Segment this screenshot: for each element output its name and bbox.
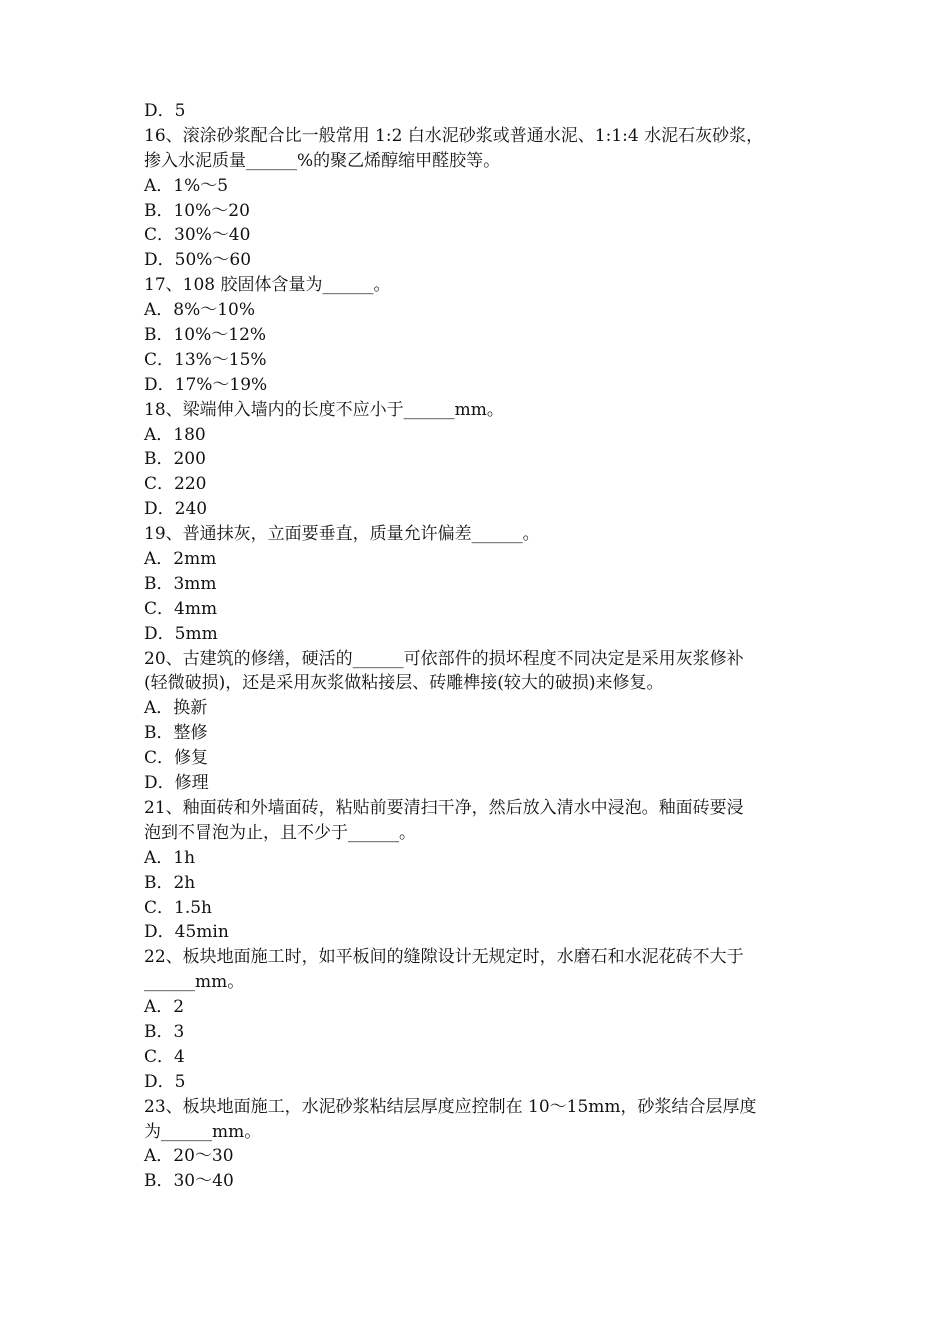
option-line: B．10%～12% [144, 325, 267, 346]
option-line: C．1.5h [144, 897, 212, 918]
question-line: 21、釉面砖和外墙面砖，粘贴前要清扫干净，然后放入清水中浸泡。釉面砖要浸 [144, 797, 744, 818]
option-line: B．3 [144, 1021, 185, 1042]
option-line: D．修理 [144, 773, 209, 794]
option-line: B．30～40 [144, 1171, 234, 1192]
option-line: A．换新 [144, 698, 208, 719]
question-line: ______mm。 [144, 972, 245, 993]
question-line: 16、滚涂砂浆配合比一般常用 1:2 白水泥砂浆或普通水泥、1:1:4 水泥石灰砂浆， [144, 125, 764, 146]
question-line: 为______mm。 [144, 1121, 262, 1142]
option-line: B．200 [144, 449, 206, 470]
option-line: A．180 [144, 424, 206, 445]
option-line: D．45min [144, 922, 229, 943]
option-line: C．220 [144, 474, 207, 495]
option-line: B．2h [144, 872, 196, 893]
option-line: D．17%～19% [144, 374, 268, 395]
option-line: A．8%～10% [144, 300, 256, 321]
question-line: 19、普通抹灰，立面要垂直，质量允许偏差______。 [144, 524, 540, 545]
option-line: D．5 [144, 101, 186, 121]
option-line: D．240 [144, 499, 208, 520]
option-line: C．修复 [144, 748, 209, 769]
option-line: A．20～30 [144, 1146, 234, 1167]
question-line: 23、板块地面施工，水泥砂浆粘结层厚度应控制在 10～15mm，砂浆结合层厚度 [144, 1096, 757, 1117]
question-line: (轻微破损)，还是采用灰浆做粘接层、砖雕榫接(较大的破损)来修复。 [144, 673, 664, 694]
question-line: 20、古建筑的修缮，硬活的______可依部件的损坏程度不同决定是采用灰浆修补 [144, 648, 744, 669]
option-line: B．10%～20 [144, 200, 250, 221]
option-line: A．1%～5 [144, 175, 229, 196]
option-line: A．2mm [144, 549, 217, 570]
option-line: D．5mm [144, 623, 218, 644]
question-line: 18、梁端伸入墙内的长度不应小于______mm。 [144, 399, 504, 420]
option-line: D．50%～60 [144, 250, 252, 271]
option-line: A．1h [144, 847, 196, 868]
option-line: C．4mm [144, 598, 218, 619]
option-line: C．13%～15% [144, 349, 267, 370]
option-line: B．3mm [144, 573, 217, 594]
question-line: 17、108 胶固体含量为______。 [144, 275, 391, 296]
option-line: A．2 [144, 997, 185, 1018]
question-list [144, 99, 824, 1194]
option-line: C．4 [144, 1046, 185, 1067]
option-line: D．5 [144, 1071, 186, 1092]
question-line: 掺入水泥质量______%的聚乙烯醇缩甲醛胶等。 [144, 150, 501, 171]
option-line: B．整修 [144, 723, 208, 744]
option-line: C．30%～40 [144, 225, 251, 246]
question-line: 泡到不冒泡为止，且不少于______。 [144, 822, 416, 843]
question-line: 22、板块地面施工时，如平板间的缝隙设计无规定时，水磨石和水泥花砖不大于 [144, 947, 744, 968]
